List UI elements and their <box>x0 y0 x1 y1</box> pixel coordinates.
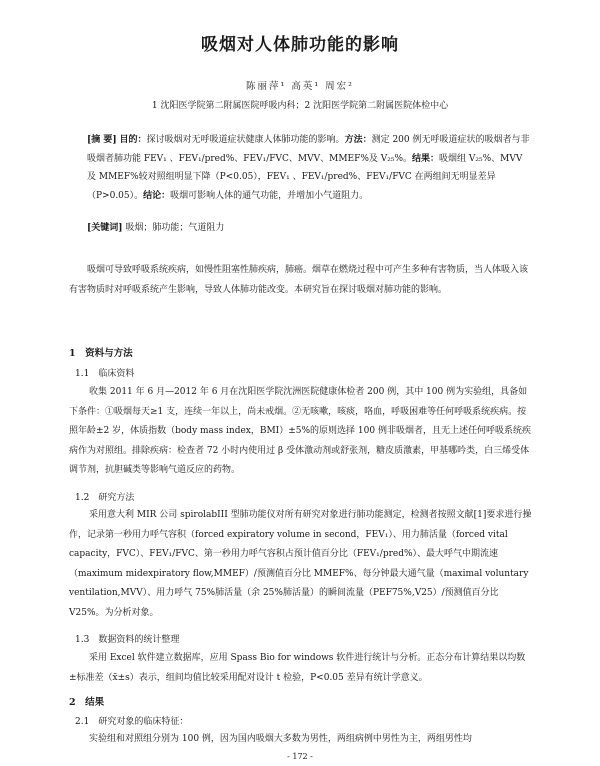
conclusion-label: 结论： <box>143 190 171 201</box>
result-label: 结果： <box>412 153 440 164</box>
paragraph-1-2: 采用意大利 MIR 公司 spirolabIII 型肺功能仪对所有研究对象进行肺功能测定，检测者按照文献[1]要求进行操作，记录第一秒用力呼气容积（forced expiratory volume in second，FEV₁）、用力肺活量（forced vital capacity，FVC）、FEV₁/FVC、第一秒用力呼气容积占预计值百分比（FEV₁/pred%）、最大呼气中期流速（maximum midexpiratory flow,MMEF）/预测值百分比 MMEF%、每分钟最大通气量（maximal voluntary ventilation,MVV）、用力呼气 75%肺活量（余 25%肺活量）的瞬间流量（PEF75%,V25）/预测值百分比 V25%。为分析对象。 <box>69 510 532 618</box>
affiliations: 1 沈阳医学院第二附属医院呼吸内科；2 沈阳医学院第二附属医院体检中心 <box>151 101 449 111</box>
section-heading-1-3: 1.3 数据资料的统计整理 <box>75 635 180 645</box>
keywords-label: [关键词] <box>87 223 123 233</box>
section-heading-1-1: 1.1 临床资料 <box>75 369 135 379</box>
paragraph-2-1: 实验组和对照组分别为 100 例，因为国内吸烟大多数为男性，两组病例中男性为主，两组男性均 <box>89 734 472 744</box>
section-heading-1-2: 1.2 研究方法 <box>75 493 135 503</box>
purpose-text: 探讨吸烟对无呼吸道症状健康人体肺功能的影响。 <box>146 135 345 145</box>
page-number: - 172 - <box>287 752 313 761</box>
result-text: 吸烟组 V₂₅%、MVV 及 MMEF%较对照组明显下降（P<0.05），FEV₁ 、FEV₁/pred%、FEV₁/FVC 在两组间无明显差异（P>0.05）。 <box>87 153 523 201</box>
conclusion-text: 吸烟可影响人体的通气功能，并增加小气道阻力。 <box>170 190 369 201</box>
section-heading-2: 2 结果 <box>69 697 105 708</box>
method-text: 测定 200 例无呼吸道症状的吸烟者与非吸烟者肺功能 FEV₁ 、FEV₁/pred%、FEV₁/FVC、MVV、MMEF%及 V₂₅%。 <box>87 135 530 164</box>
method-label: 方法： <box>344 135 372 145</box>
paragraph-1-3: 采用 Excel 软件建立数据库，应用 Spass Bio for windows 软件进行统计与分析。正态分布计算结果以均数±标准差（x̄±s）表示，组间均值比较采用配对设计 t 检验，P<0.05 差异有统计学意义。 <box>69 653 526 683</box>
paper-title: 吸烟对人体肺功能的影响 <box>201 35 399 55</box>
purpose-label: 目的： <box>119 135 147 145</box>
introduction-paragraph: 吸烟可导致呼吸系统疾病，如慢性阻塞性肺疾病，肺癌。烟草在燃烧过程中可产生多种有害物质，当人体吸入该有害物质时对呼吸系统产生影响，导致人体肺功能改变。本研究旨在探讨吸烟对肺功能的影响。 <box>69 265 529 295</box>
abstract-label: [摘 要] <box>87 135 117 145</box>
section-heading-1: 1 资料与方法 <box>69 348 133 359</box>
keywords-text: 吸烟；肺功能；气道阻力 <box>125 223 225 233</box>
paragraph-1-1: 收集 2011 年 6 月—2012 年 6 月在沈阳医学院沈洲医院健康体检者 200 例，其中 100 例为实验组，具备如下条件：①吸烟每天≥1 支，连续一年以上，尚未戒烟。②无咳嗽，咳痰，咯血，呼吸困难等任何呼吸系统疾病。按照年龄±2 岁，体质指数（body mass index，BMI）±5%的原则选择 100 例非吸烟者，且无上述任何呼吸系统疾病作为对照组。排除疾病：检查者 72 小时内使用过 β 受体激动剂或舒张剂，糖皮质激素，甲基哪吟类，白三烯受体调节剂，抗胆碱类等影响气道反应的药物。 <box>69 387 531 476</box>
abstract <box>87 131 534 205</box>
section-heading-2-1: 2.1 研究对象的临床特征： <box>75 717 189 727</box>
keywords <box>87 220 534 233</box>
author-list: 陈丽萍¹ 高英¹ 周宏² <box>246 81 354 92</box>
